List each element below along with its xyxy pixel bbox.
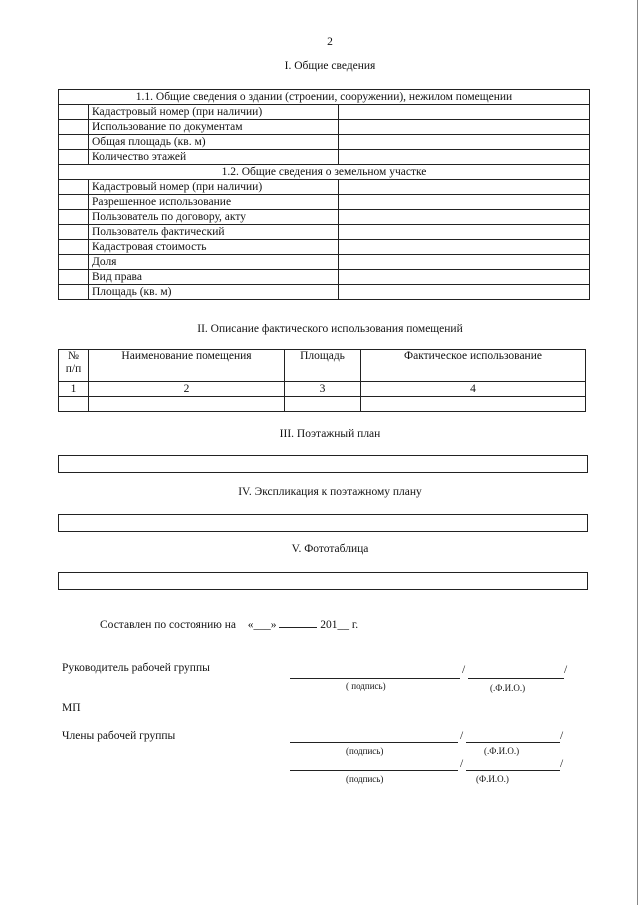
slash: / — [460, 730, 464, 742]
section2-title: II. Описание фактического использования помещений — [197, 323, 463, 335]
cell-empty[interactable] — [285, 397, 361, 412]
day-blank[interactable]: ___ — [253, 619, 271, 631]
member2-fio-caption: (Ф.И.О.) — [476, 774, 509, 784]
field-label: Общая площадь (кв. м) — [89, 135, 339, 150]
section3-title: III. Поэтажный план — [279, 428, 381, 440]
cell-empty[interactable] — [59, 397, 89, 412]
field-value[interactable] — [339, 210, 590, 225]
quote-close: » — [270, 619, 277, 631]
table-row — [59, 135, 590, 150]
explication-box[interactable] — [58, 514, 588, 532]
field-value[interactable] — [339, 270, 590, 285]
field-value[interactable] — [339, 150, 590, 165]
member2-signature-caption: (подпись) — [346, 774, 384, 784]
general-info-table — [58, 89, 590, 300]
slash: / — [560, 758, 564, 770]
table-row — [59, 105, 590, 120]
field-label: Кадастровый номер (при наличии) — [89, 105, 339, 120]
field-label: Кадастровый номер (при наличии) — [89, 180, 339, 195]
page-edge — [637, 0, 638, 905]
field-label: Доля — [89, 255, 339, 270]
month-blank[interactable] — [279, 627, 317, 628]
section1-title: I. Общие сведения — [284, 60, 376, 72]
subsection-1-2-title: 1.2. Общие сведения о земельном участке — [59, 165, 590, 180]
field-value[interactable] — [339, 105, 590, 120]
table-row — [59, 150, 590, 165]
field-value[interactable] — [339, 195, 590, 210]
compiled-date-line — [100, 619, 358, 631]
leader-fio-caption: (.Ф.И.О.) — [490, 683, 526, 693]
column-number-3: 3 — [285, 382, 361, 397]
slash: / — [560, 730, 564, 742]
member2-fio-line[interactable] — [466, 770, 560, 771]
field-label: Использование по документам — [89, 120, 339, 135]
slash: / — [462, 664, 466, 676]
leader-label: Руководитель рабочей группы — [62, 662, 210, 674]
mp-label: МП — [62, 702, 81, 714]
table-row — [59, 180, 590, 195]
table-row — [59, 225, 590, 240]
compiled-prefix: Составлен по состоянию на — [100, 619, 236, 631]
section4-title: IV. Экспликация к поэтажному плану — [238, 486, 422, 498]
field-label: Разрешенное использование — [89, 195, 339, 210]
cell-empty[interactable] — [361, 397, 586, 412]
member1-fio-caption: (.Ф.И.О.) — [484, 746, 520, 756]
slash: / — [564, 664, 568, 676]
table-row — [59, 120, 590, 135]
field-value[interactable] — [339, 285, 590, 300]
column-number-2: 2 — [89, 382, 285, 397]
header-area: Площадь — [285, 350, 361, 382]
slash: / — [460, 758, 464, 770]
member1-signature-line[interactable] — [290, 742, 458, 743]
field-label: Пользователь по договору, акту — [89, 210, 339, 225]
header-number: № п/п — [59, 350, 89, 382]
field-label: Количество этажей — [89, 150, 339, 165]
field-value[interactable] — [339, 120, 590, 135]
field-label: Вид права — [89, 270, 339, 285]
year-text: 201__ г. — [320, 619, 359, 631]
cell-empty[interactable] — [89, 397, 285, 412]
table-row — [59, 285, 590, 300]
quote-open: « — [247, 619, 254, 631]
column-number-1: 1 — [59, 382, 89, 397]
header-name: Наименование помещения — [89, 350, 285, 382]
table-row — [59, 210, 590, 225]
field-value[interactable] — [339, 255, 590, 270]
members-label: Члены рабочей группы — [62, 730, 176, 742]
member2-signature-line[interactable] — [290, 770, 458, 771]
field-label: Пользователь фактический — [89, 225, 339, 240]
page-number: 2 — [327, 36, 333, 48]
field-label: Кадастровая стоимость — [89, 240, 339, 255]
table-row — [59, 270, 590, 285]
table-row — [59, 195, 590, 210]
premises-table — [58, 349, 586, 412]
field-value[interactable] — [339, 180, 590, 195]
column-number-4: 4 — [361, 382, 586, 397]
field-label: Площадь (кв. м) — [89, 285, 339, 300]
field-value[interactable] — [339, 240, 590, 255]
leader-signature-line[interactable] — [290, 678, 460, 679]
floor-plan-box[interactable] — [58, 455, 588, 473]
leader-fio-line[interactable] — [468, 678, 564, 679]
leader-signature-caption: ( подпись) — [346, 681, 386, 691]
table-row — [59, 397, 586, 412]
field-value[interactable] — [339, 135, 590, 150]
photo-table-box[interactable] — [58, 572, 588, 590]
table-row — [59, 255, 590, 270]
table-row — [59, 240, 590, 255]
member1-fio-line[interactable] — [466, 742, 560, 743]
member1-signature-caption: (подпись) — [346, 746, 384, 756]
section5-title: V. Фототаблица — [291, 543, 369, 555]
field-value[interactable] — [339, 225, 590, 240]
header-usage: Фактическое использование — [361, 350, 586, 382]
subsection-1-1-title: 1.1. Общие сведения о здании (строении, сооружении), нежилом помещении — [59, 90, 590, 105]
